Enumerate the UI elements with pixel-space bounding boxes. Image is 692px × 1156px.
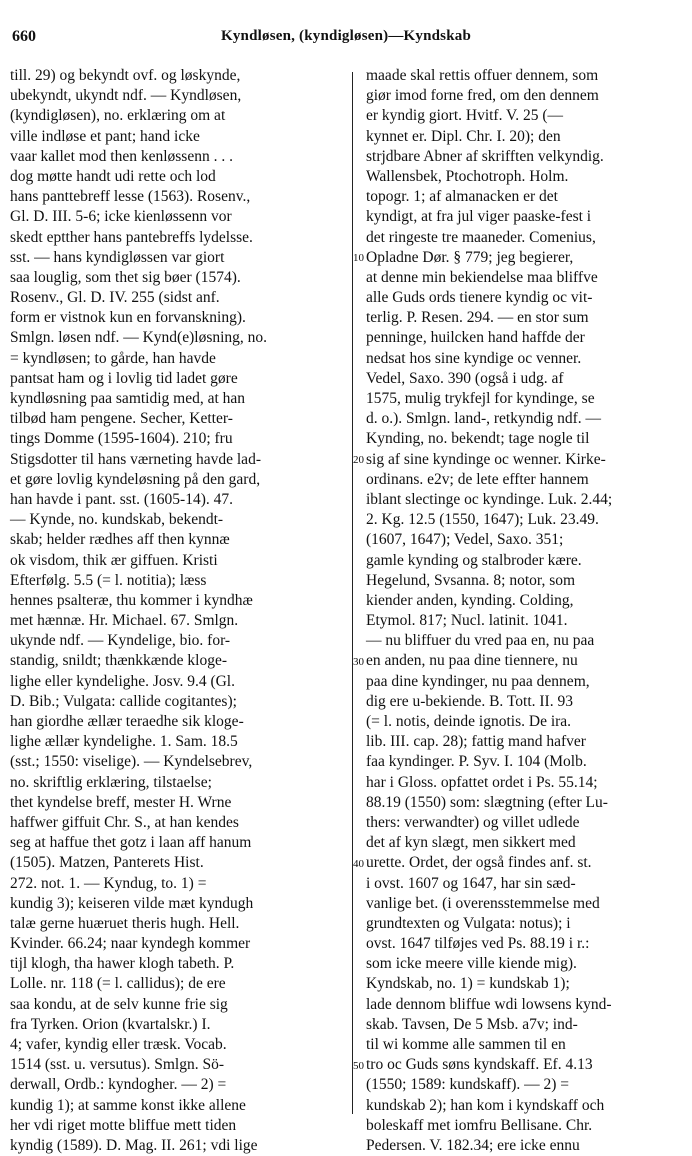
text-line: 4; vafer, kyndig eller træsk. Vocab. xyxy=(10,1036,227,1053)
text-line: pantsat ham og i lovlig tid ladet gøre xyxy=(10,369,238,387)
text-line: D. Bib.; Vulgata: callide cogitantes); xyxy=(10,692,237,710)
text-line: lighe ællær kyndelighe. 1. Sam. 18.5 xyxy=(10,733,238,751)
text-line: Smlgn. løsen ndf. — Kynd(e)løsning, no. xyxy=(10,329,268,347)
text-line: 2. Kg. 12.5 (1550, 1647); Luk. 23.49. xyxy=(366,511,599,529)
column-divider xyxy=(352,72,353,1114)
text-line: — nu bliffuer du vred paa en, nu paa xyxy=(366,632,595,650)
text-line: haffwer giffuit Chr. S., at han kendes xyxy=(10,813,239,831)
text-line: Stigsdotter til hans værneting havde lad- xyxy=(10,450,261,468)
text-line: tilbød ham pengene. Secher, Ketter- xyxy=(10,410,233,428)
text-line: till. 29) og bekyndt ovf. og løskynde, xyxy=(10,67,241,84)
text-line: at denne min bekiendelse maa bliffve xyxy=(366,268,598,286)
text-line: 1575, mulig trykfejl for kyndinge, se xyxy=(366,390,595,407)
text-line: kyndig (1589). D. Mag. II. 261; vdi lige xyxy=(10,1136,258,1154)
text-line: vanlige bet. (i overensstemmelse med xyxy=(366,894,600,912)
text-line: Wallensbek, Ptochotroph. Holm. xyxy=(366,167,569,185)
right-column xyxy=(366,66,680,1154)
text-line: det af kyn slægt, men sikkert med xyxy=(366,834,576,852)
text-line: kiender anden, kynding. Colding, xyxy=(366,591,574,609)
text-line: 1514 (sst. u. versutus). Smlgn. Sö- xyxy=(10,1056,224,1074)
text-line: Rosenv., Gl. D. IV. 255 (sidst anf. xyxy=(10,289,220,307)
text-line: han havde i pant. sst. (1605-14). 47. xyxy=(10,490,233,508)
text-line: derwall, Ordb.: kyndogher. — 2) = xyxy=(10,1076,227,1094)
text-line: en anden, nu paa dine tiennere, nu xyxy=(366,652,578,670)
text-line: Etymol. 817; Nucl. latinit. 1041. xyxy=(366,612,568,630)
text-line: grundtexten og Vulgata: notus); i xyxy=(366,914,571,932)
text-line: til wi komme alle sammen til en xyxy=(366,1036,566,1053)
text-line: Vedel, Saxo. 390 (også i udg. af xyxy=(366,369,564,387)
text-line: (1505). Matzen, Panterets Hist. xyxy=(10,854,204,872)
left-column xyxy=(10,66,342,1154)
text-line: skedt eptther hans pantebreffs lydelsse. xyxy=(10,228,253,246)
text-line: lade dennom bliffue wdi lowsens kynd- xyxy=(366,995,612,1013)
text-line: d. o.). Smlgn. land-, retkyndig ndf. — xyxy=(366,410,602,428)
text-line: standig, snildt; thænkkænde kloge- xyxy=(10,652,227,670)
text-line: dig ere u-bekiende. B. Tott. II. 93 xyxy=(366,692,573,710)
text-line: kundskab 2); han kom i kyndskaff och xyxy=(366,1096,605,1114)
text-line: faa kyndinger. P. Syv. I. 104 (Molb. xyxy=(366,753,587,771)
text-line: sig af sine kyndinge oc wenner. Kirke- xyxy=(366,450,606,468)
line-number-marker: 20 xyxy=(353,453,364,466)
text-line: no. skriftlig erklæring, tilstaelse; xyxy=(10,773,212,791)
text-line: Pedersen. V. 182.34; ere icke ennu xyxy=(366,1136,580,1154)
text-line: terlig. P. Resen. 294. — en stor sum xyxy=(366,309,589,327)
text-line: her vdi riget motte bliffue mett tiden xyxy=(10,1116,237,1134)
text-line: Kvinder. 66.24; naar kyndegh kommer xyxy=(10,935,251,953)
text-line: Kynding, no. bekendt; tage nogle til xyxy=(366,430,590,448)
text-line: fra Tyrken. Orion (kvartalskr.) I. xyxy=(10,1015,211,1033)
text-line: alle Guds ords tienere kyndig oc vit- xyxy=(366,289,593,307)
text-line: skab. Tavsen, De 5 Msb. a7v; ind- xyxy=(366,1015,578,1033)
text-line: (1607, 1647); Vedel, Saxo. 351; xyxy=(366,531,564,549)
text-line: nedsat hos sine kyndige oc venner. xyxy=(366,349,582,367)
text-line: Efterfølg. 5.5 (= l. notitia); læss xyxy=(10,571,207,589)
text-line: (= l. notis, deinde ignotis. De ira. xyxy=(366,713,572,730)
text-line: skab; helder rædhes aff then kynnæ xyxy=(10,531,230,549)
running-head: Kyndløsen, (kyndigløsen)—Kyndskab xyxy=(220,28,472,44)
text-line: tro oc Guds søns kyndskaff. Ef. 4.13 xyxy=(366,1056,593,1074)
text-line: ubekyndt, ukyndt ndf. — Kyndløsen, xyxy=(10,87,242,105)
text-line: penninge, huilcken hand haffde der xyxy=(366,329,585,347)
text-line: gamle kynding og stalbroder kære. xyxy=(366,551,582,569)
text-line: ordinans. e2v; de lete effter hannem xyxy=(366,470,589,488)
text-line: tings Domme (1595-1604). 210; fru xyxy=(10,430,233,448)
text-line: hennes psalteræ, thu kommer i kyndhæ xyxy=(10,591,253,609)
text-line: = kyndløsen; to gårde, han havde xyxy=(10,349,216,367)
line-number-marker: 10 xyxy=(353,251,364,264)
text-line: 88.19 (1550) som: slægtning (efter Lu- xyxy=(366,793,608,811)
text-line: kundig 3); keiseren vilde mæt kyndugh xyxy=(10,894,254,912)
text-line: strjdbare Abner af skrifften velkyndig. xyxy=(366,147,604,165)
text-line: paa dine kyndinger, nu paa dennem, xyxy=(366,672,590,690)
text-line: tijl klogh, tha hawer klogh tabeth. P. xyxy=(10,955,235,973)
text-line: i ovst. 1607 og 1647, har sin sæd- xyxy=(366,874,576,892)
text-line: kyndigt, at fra jul viger paaske-fest i xyxy=(366,208,592,226)
text-line: iblant slectinge oc kyndinge. Luk. 2.44; xyxy=(366,490,613,508)
text-line: hans panttebreff lesse (1563). Rosenv., xyxy=(10,188,251,206)
text-line: et gøre lovlig kyndeløsning på den gard, xyxy=(10,470,261,488)
text-line: vaar kallet mod then kenløssenn . . . xyxy=(10,147,233,165)
text-line: kundig 1); at samme konst ikke allene xyxy=(10,1096,246,1114)
text-line: Gl. D. III. 5-6; icke kienløssenn vor xyxy=(10,208,232,226)
line-number-marker: 50 xyxy=(353,1059,364,1072)
text-line: (1550; 1589: kundskaff). — 2) = xyxy=(366,1076,570,1094)
text-line: ville indløse et pant; hand icke xyxy=(10,127,200,145)
text-line: thers: verwandter) og villet udlede xyxy=(366,813,580,831)
text-line: kynnet er. Dipl. Chr. I. 20); den xyxy=(366,127,561,145)
line-number-marker: 30 xyxy=(353,655,364,668)
text-line: (kyndigløsen), no. erklæring om at xyxy=(10,107,226,125)
text-line: han giordhe ællær teraedhe sik kloge- xyxy=(10,713,244,730)
text-line: saa kondu, at de selv kunne frie sig xyxy=(10,995,228,1013)
text-line: giør imod forne fred, om den dennem xyxy=(366,87,599,105)
text-line: sst. — hans kyndigløssen var giort xyxy=(10,248,225,266)
text-line: lib. III. cap. 28); fattig mand hafver xyxy=(366,733,586,751)
text-line: lighe eller kyndelighe. Josv. 9.4 (Gl. xyxy=(10,672,235,690)
text-line: Kyndskab, no. 1) = kundskab 1); xyxy=(366,975,570,993)
text-line: maade skal rettis offuer dennem, som xyxy=(366,67,599,84)
text-line: seg at haffue thet gotz i laan aff hanum xyxy=(10,834,252,852)
text-line: talæ gerne huæruet theris hugh. Hell. xyxy=(10,914,240,932)
text-line: (sst.; 1550: viselige). — Kyndelsebrev, xyxy=(10,753,253,771)
page-header xyxy=(0,0,692,64)
page-number: 660 xyxy=(12,28,36,45)
text-line: Hegelund, Svsanna. 8; notor, som xyxy=(366,571,576,589)
text-line: form er vistnok kun en forvanskning). xyxy=(10,309,246,327)
text-line: saa louglig, som thet sig bøer (1574). xyxy=(10,268,241,286)
text-line: ukynde ndf. — Kyndelige, bio. for- xyxy=(10,632,231,650)
line-number-marker: 40 xyxy=(353,857,364,870)
text-line: dog møtte handt udi rette och lod xyxy=(10,167,216,185)
text-line: met hænnæ. Hr. Michael. 67. Smlgn. xyxy=(10,612,239,630)
text-line: Lolle. nr. 118 (= l. callidus); de ere xyxy=(10,975,226,993)
text-line: har i Gloss. opfattet ordet i Ps. 55.14; xyxy=(366,773,598,791)
text-line: det ringeste tre maaneder. Comenius, xyxy=(366,228,596,246)
text-line: thet kyndelse breff, mester H. Wrne xyxy=(10,793,232,811)
text-line: — Kynde, no. kundskab, bekendt- xyxy=(10,511,224,529)
text-line: Opladne Dør. § 779; jeg begierer, xyxy=(366,248,574,266)
text-line: ovst. 1647 tilføjes ved Ps. 88.19 i r.: xyxy=(366,935,590,953)
text-line: topogr. 1; af almanacken er det xyxy=(366,188,558,206)
text-line: ok visdom, thik ær giffuen. Kristi xyxy=(10,551,218,569)
text-line: kyndløsning paa samtidig med, at han xyxy=(10,390,246,407)
text-line: boleskaff met iomfru Bellisane. Chr. xyxy=(366,1116,593,1134)
text-line: som icke meere ville kiende mig). xyxy=(366,955,577,973)
text-line: er kyndig giort. Hvitf. V. 25 (— xyxy=(366,107,564,125)
text-line: 272. not. 1. — Kyndug, to. 1) = xyxy=(10,874,207,892)
text-line: urette. Ordet, der også findes anf. st. xyxy=(366,854,592,872)
